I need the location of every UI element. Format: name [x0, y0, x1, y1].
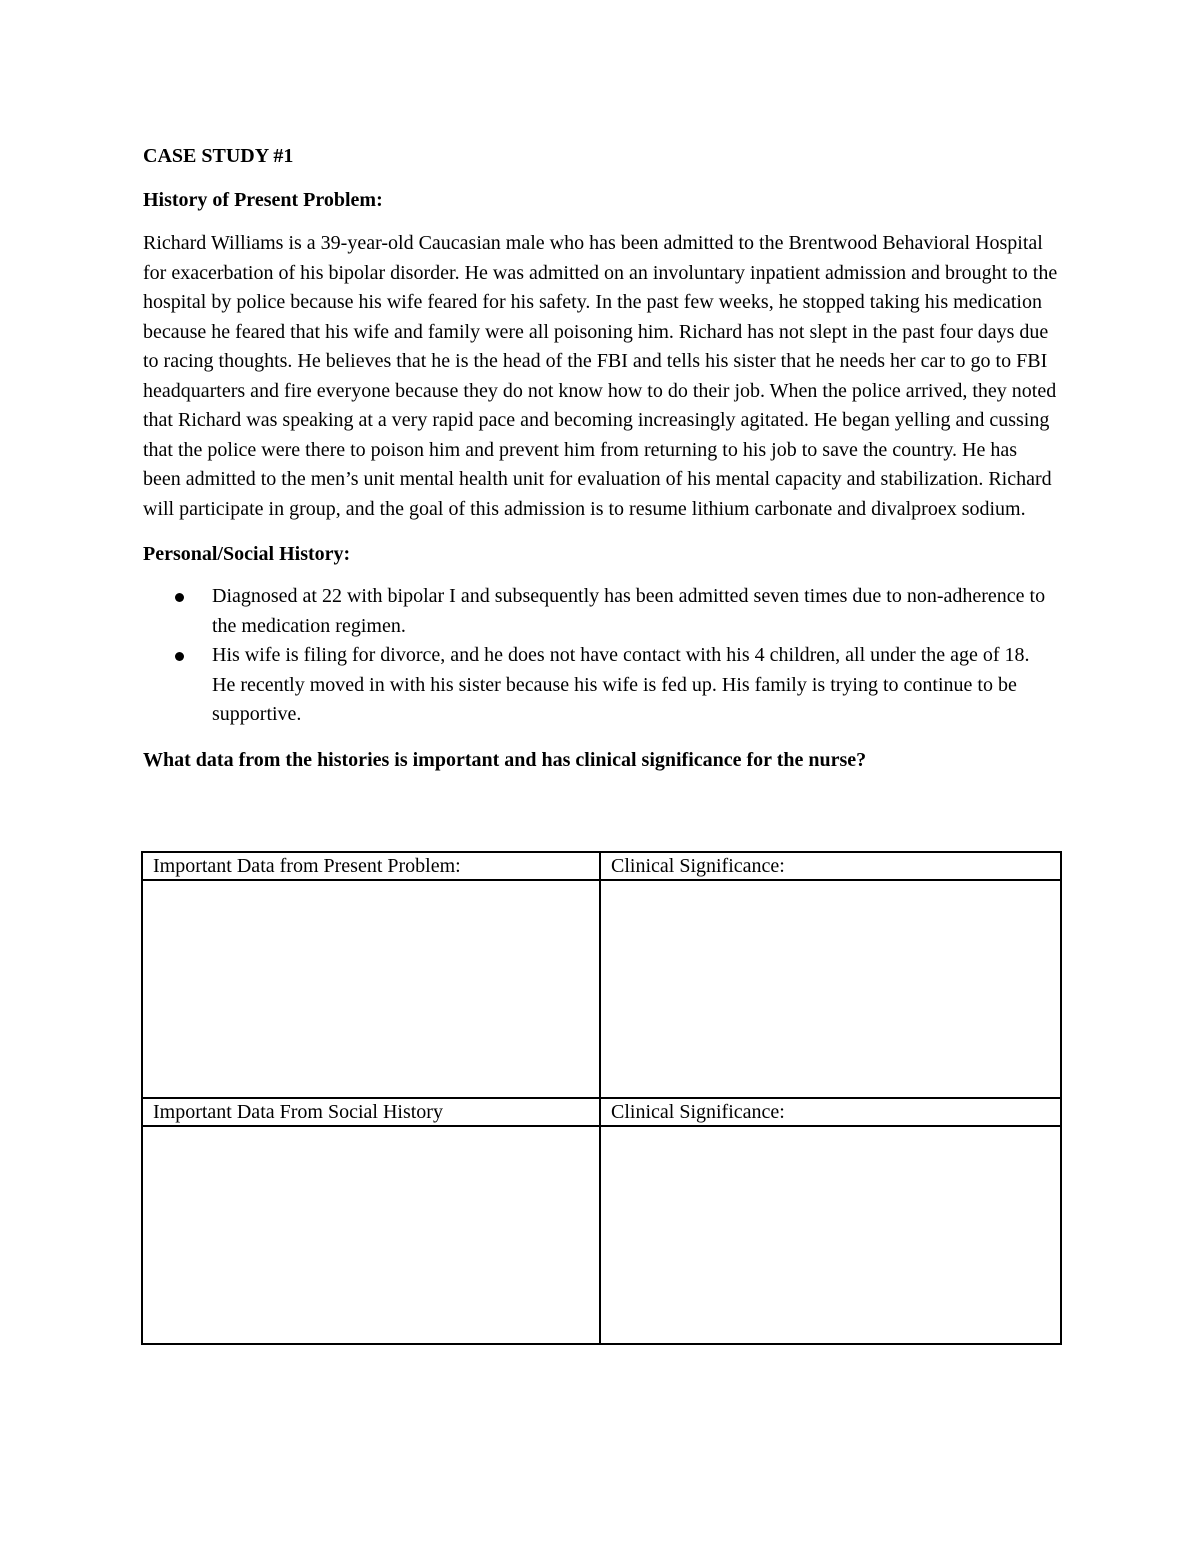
table-row: [142, 1098, 1061, 1126]
document-content: [143, 142, 1063, 774]
clinical-question: What data from the histories is important and has clinical significance for the nurse?: [143, 748, 867, 771]
social-history-list: [143, 582, 1063, 730]
bullet-icon: [175, 652, 184, 661]
case-study-title: CASE STUDY #1: [143, 145, 294, 167]
history-paragraph: Richard Williams is a 39-year-old Caucasian male who has been admitted to the Brentwood Behavioral Hospital for exacerbation of his bipolar disorder. He was admitted on an involuntary inpatient admission and brought to the hospital by police because his wife feared for his safety. In the past few weeks, he stopped taking his medication because he feared that his wife and family were all poisoning him. Richard has not slept in the past four days due to racing thoughts. He believes that he is the head of the FBI and tells his sister that he needs her car to go to FBI headquarters and fire everyone because they do not know how to do their job. When the police arrived, they noted that Richard was speaking at a very rapid pace and becoming increasingly agitated. He began yelling and cussing that the police were there to poison him and prevent him from returning to his job to save the country. He has been admitted to the men’s unit mental health unit for evaluation of his mental capacity and stabilization. Richard will participate in group, and the goal of this admission is to resume lithium carbonate and divalproex sodium.: [143, 232, 1058, 520]
table-header-cell: [142, 1098, 600, 1126]
table-header-cell: [142, 852, 600, 880]
social-history-answer-cell[interactable]: [142, 1126, 600, 1344]
table-header-cell: [600, 852, 1061, 880]
table-row: [142, 880, 1061, 1098]
list-item: [143, 641, 1052, 730]
social-history-heading: Personal/Social History:: [143, 543, 351, 565]
table-row: [142, 1126, 1061, 1344]
present-problem-answer-cell[interactable]: [142, 880, 600, 1098]
history-heading: History of Present Problem:: [143, 189, 383, 211]
clinical-significance-table: [141, 851, 1062, 1345]
list-item-text: His wife is filing for divorce, and he does not have contact with his 4 children, all under the age of 18. He recently moved in with his sister because his wife is fed up. His family is trying to continue to be supportive.: [212, 644, 1030, 725]
list-item-text: Diagnosed at 22 with bipolar I and subsequently has been admitted seven times due to non-adherence to the medication regimen.: [212, 585, 1046, 637]
list-item: [143, 582, 1052, 641]
clinical-significance-label: Clinical Significance:: [611, 1101, 785, 1123]
bullet-icon: [175, 593, 184, 602]
table-header-cell: [600, 1098, 1061, 1126]
table-row: [142, 852, 1061, 880]
clinical-significance-answer-cell[interactable]: [600, 880, 1061, 1098]
clinical-significance-label: Clinical Significance:: [611, 855, 785, 877]
social-history-label: Important Data From Social History: [153, 1101, 443, 1123]
clinical-significance-answer-cell[interactable]: [600, 1126, 1061, 1344]
present-problem-label: Important Data from Present Problem:: [153, 855, 461, 877]
